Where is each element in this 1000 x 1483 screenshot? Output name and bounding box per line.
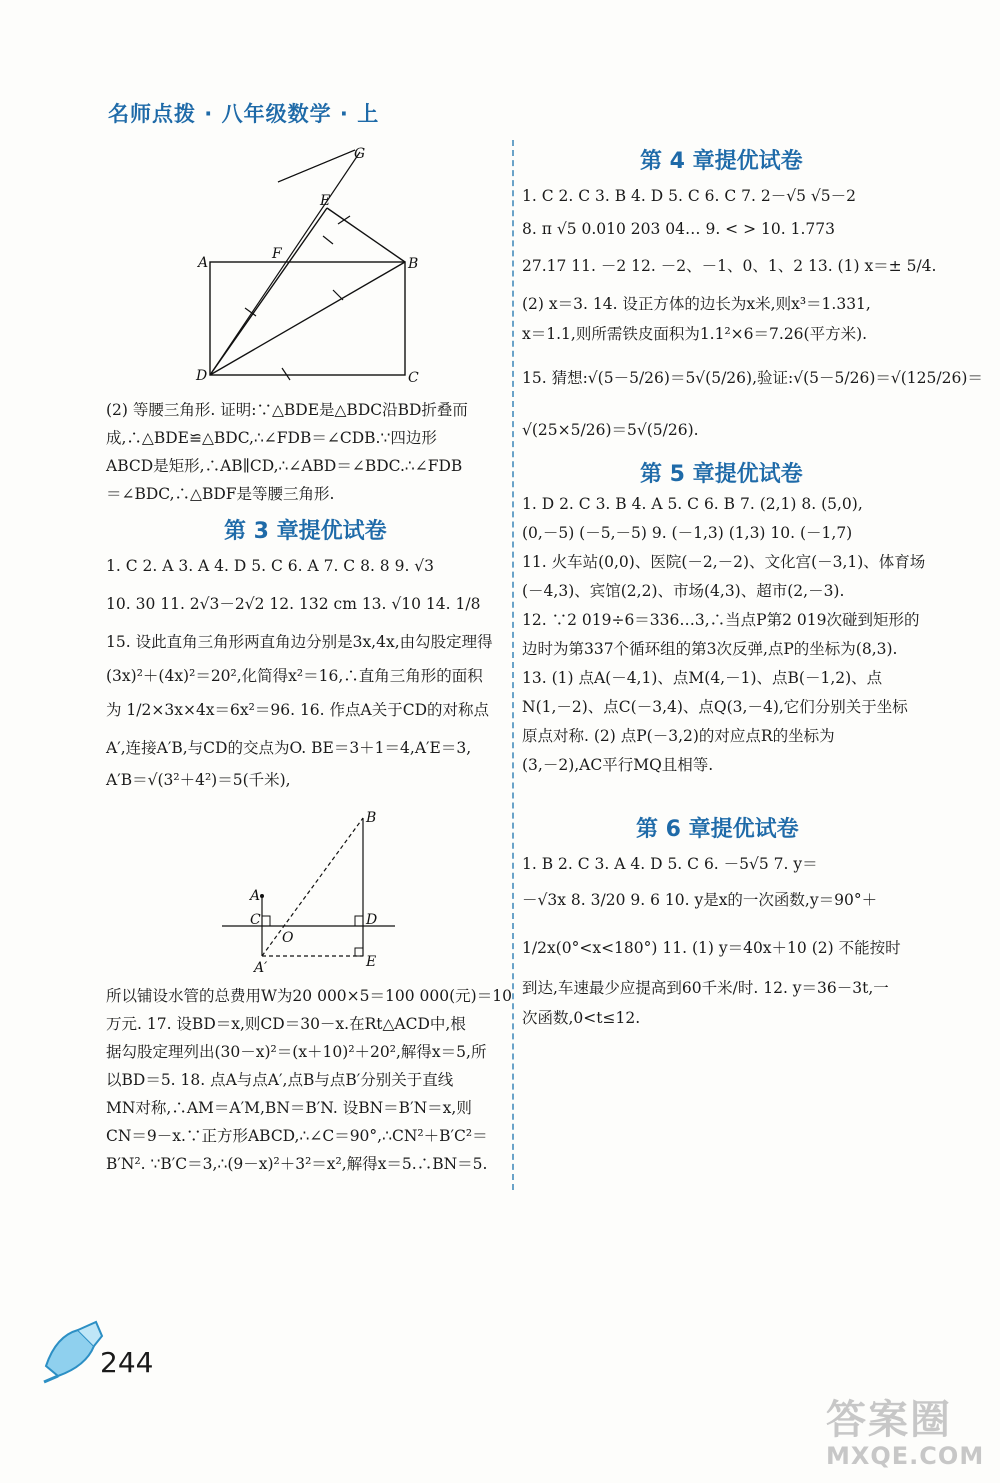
ch6-line: －√3x 8. 3/20 9. 6 10. y是x的一次函数,y＝90°＋ bbox=[522, 891, 878, 909]
label-A: A bbox=[198, 255, 209, 271]
ch5-line: 边时为第337个循环组的第3次反弹,点P的坐标为(8,3). bbox=[522, 640, 898, 658]
ch6-line: 1/2x(0°<x<180°) 11. (1) y＝40x＋10 (2) 不能按时 bbox=[522, 939, 901, 957]
solution-line: B′N². ∵B′C＝3,∴(9－x)²＋3²＝x²,解得x＝5.∴BN＝5. bbox=[106, 1155, 488, 1173]
ch4-line: 27.17 11. －2 12. －2、－1、0、1、2 13. (1) x＝± 5/4. bbox=[522, 257, 937, 275]
ch5-line: N(1,－2)、点C(－3,4)、点Q(3,－4),它们分别关于坐标 bbox=[522, 698, 908, 716]
ch5-line: (0,－5) (－5,－5) 9. (－1,3) (1,3) 10. (－1,7) bbox=[522, 524, 853, 542]
figure-pipeline bbox=[220, 808, 420, 978]
watermark-text: 答案圈 bbox=[826, 1397, 952, 1443]
ch5-line: 12. ∵2 019÷6＝336…3,∴当点P第2 019次碰到矩形的 bbox=[522, 611, 920, 629]
ch6-line: 到达,车速最少应提高到60千米/时. 12. y＝36－3t,一 bbox=[522, 979, 889, 997]
ch3-line: 10. 30 11. 2√3－2√2 12. 132 cm 13. √10 14. 1/8 bbox=[106, 595, 481, 613]
ch5-line: 原点对称. (2) 点P(－3,2)的对应点R的坐标为 bbox=[522, 727, 835, 745]
ch6-line: 次函数,0<t≤12. bbox=[522, 1009, 641, 1027]
label-A: A bbox=[250, 888, 261, 904]
ch6-line: 1. B 2. C 3. A 4. D 5. C 6. －5√5 7. y＝ bbox=[522, 855, 818, 873]
label-G: G bbox=[354, 146, 366, 162]
ch3-line: 15. 设此直角三角形两直角边分别是3x,4x,由勾股定理得 bbox=[106, 633, 493, 651]
figure-rectangle-fold bbox=[190, 140, 440, 390]
ch5-line: 1. D 2. C 3. B 4. A 5. C 6. B 7. (2,1) 8. (5,0), bbox=[522, 495, 863, 513]
ch4-line: 1. C 2. C 3. B 4. D 5. C 6. C 7. 2－√5 √5－2 bbox=[522, 187, 856, 205]
solution-line: 据勾股定理列出(30－x)²＝(x＋10)²＋20²,解得x＝5,所 bbox=[106, 1043, 487, 1061]
ch5-line: (3,－2),AC平行MQ且相等. bbox=[522, 756, 714, 774]
chapter3-title: 第 3 章提优试卷 bbox=[224, 519, 387, 544]
proof-line: ＝∠BDC,∴△BDF是等腰三角形. bbox=[106, 485, 335, 503]
label-C: C bbox=[250, 912, 261, 928]
proof-line: (2) 等腰三角形. 证明:∵△BDE是△BDC沿BD折叠而 bbox=[106, 401, 468, 419]
label-C: C bbox=[408, 370, 419, 386]
ch3-line: A′,连接A′B,与CD的交点为O. BE＝3＋1＝4,A′E＝3, bbox=[106, 739, 472, 757]
chapter5-title: 第 5 章提优试卷 bbox=[640, 462, 803, 487]
ch4-line: √(25×5/26)＝5√(5/26). bbox=[522, 421, 699, 439]
ch5-line: 11. 火车站(0,0)、医院(－2,－2)、文化宫(－3,1)、体育场 bbox=[522, 553, 926, 571]
label-B: B bbox=[408, 256, 419, 272]
ch4-line: 15. 猜想:√(5－5/26)＝5√(5/26),验证:√(5－5/26)＝√(125/26)＝ bbox=[522, 369, 983, 387]
watermark-url: MXQE.COM bbox=[826, 1442, 985, 1470]
label-B: B bbox=[366, 810, 377, 826]
solution-line: 以BD＝5. 18. 点A与点A′,点B与点B′分别关于直线 bbox=[106, 1071, 454, 1089]
label-A-prime: A′ bbox=[254, 960, 268, 976]
ch4-line: (2) x＝3. 14. 设正方体的边长为x米,则x³＝1.331, bbox=[522, 295, 871, 313]
ch5-line: (－4,3)、宾馆(2,2)、市场(4,3)、超市(2,－3). bbox=[522, 582, 845, 600]
watermark bbox=[826, 1398, 996, 1478]
ch3-line: 为 1/2×3x×4x＝6x²＝96. 16. 作点A关于CD的对称点 bbox=[106, 701, 490, 719]
solution-line: CN＝9－x.∵正方形ABCD,∴∠C＝90°,∴CN²＋B′C²＝ bbox=[106, 1127, 488, 1145]
proof-line: 成,∴△BDE≌△BDC,∴∠FDB＝∠CDB.∵四边形 bbox=[106, 429, 437, 447]
solution-line: 所以铺设水管的总费用W为20 000×5＝100 000(元)＝10 bbox=[106, 987, 512, 1005]
solution-line: MN对称,∴AM＝A′M,BN＝B′N. 设BN＝B′N＝x,则 bbox=[106, 1099, 472, 1117]
label-E: E bbox=[366, 954, 377, 970]
label-E: E bbox=[320, 193, 331, 209]
ch5-line: 13. (1) 点A(－4,1)、点M(4,－1)、点B(－1,2)、点 bbox=[522, 669, 883, 687]
pushpin-icon bbox=[38, 1316, 108, 1386]
label-D: D bbox=[366, 912, 378, 928]
label-F: F bbox=[272, 246, 282, 262]
page-number: 244 bbox=[100, 1346, 154, 1379]
label-O: O bbox=[282, 930, 294, 946]
ch4-line: x＝1.1,则所需铁皮面积为1.1²×6＝7.26(平方米). bbox=[522, 325, 868, 343]
ch3-line: 1. C 2. A 3. A 4. D 5. C 6. A 7. C 8. 8 9. √3 bbox=[106, 557, 435, 575]
proof-line: ABCD是矩形,∴AB∥CD,∴∠ABD＝∠BDC.∴∠FDB bbox=[106, 457, 463, 475]
column-divider bbox=[512, 140, 514, 1190]
label-D: D bbox=[196, 368, 208, 384]
chapter4-title: 第 4 章提优试卷 bbox=[640, 149, 803, 174]
ch4-line: 8. π √5 0.010 203 04… 9. < > 10. 1.773 bbox=[522, 220, 835, 238]
ch3-line: (3x)²＋(4x)²＝20²,化简得x²＝16,∴直角三角形的面积 bbox=[106, 667, 483, 685]
chapter6-title: 第 6 章提优试卷 bbox=[636, 817, 799, 842]
header-title: 名师点拨 · 八年级数学 · 上 bbox=[108, 102, 380, 126]
ch3-line: A′B＝√(3²＋4²)＝5(千米), bbox=[106, 771, 291, 789]
solution-line: 万元. 17. 设BD＝x,则CD＝30－x.在Rt△ACD中,根 bbox=[106, 1015, 466, 1033]
